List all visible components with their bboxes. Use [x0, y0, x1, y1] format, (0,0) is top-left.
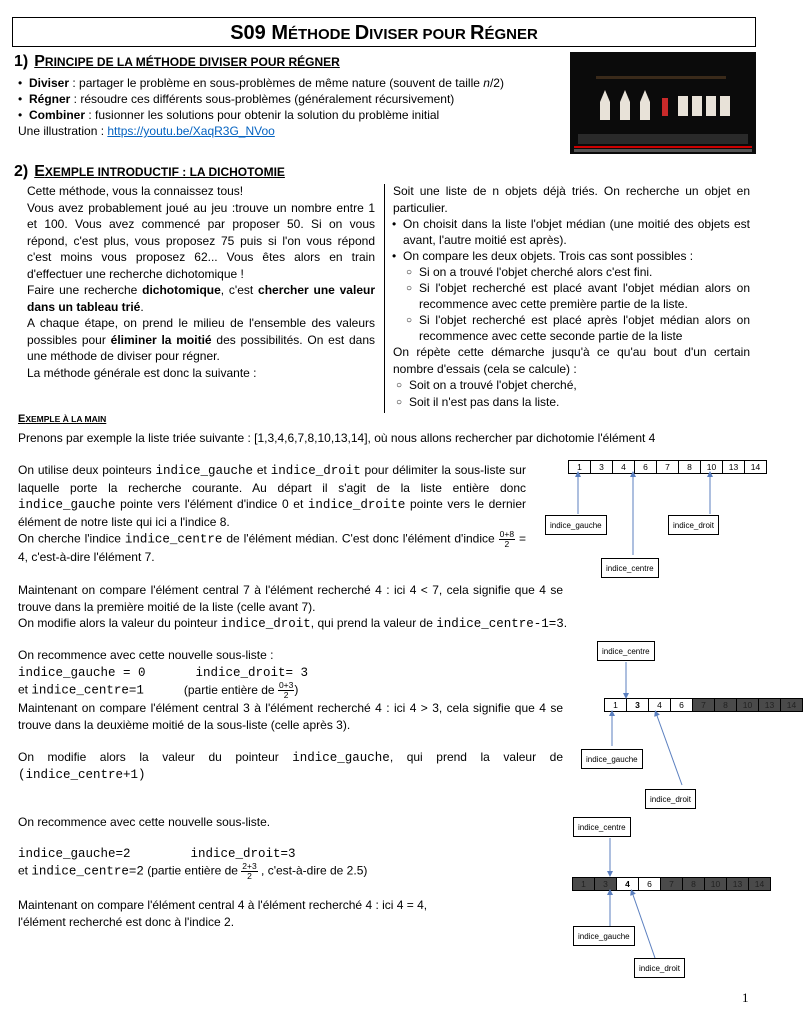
- bullet: [403, 248, 750, 344]
- text-run: dichotomique: [142, 283, 221, 297]
- array-cell: 6: [635, 461, 657, 473]
- step4-text: [18, 814, 563, 930]
- heading-rest: XEMPLE À LA: [25, 414, 85, 424]
- paragraph: [27, 315, 375, 365]
- fraction-denominator: 2: [504, 539, 510, 549]
- paragraph: [18, 862, 563, 881]
- text-run: Faire une recherche: [27, 283, 143, 297]
- section-number: 2): [14, 163, 29, 180]
- section2-heading: [14, 163, 285, 181]
- code-run: indice_droite: [307, 498, 406, 512]
- label-indice-gauche: indice_gauche: [545, 515, 607, 535]
- label-indice-gauche-3: indice_gauche: [573, 926, 635, 946]
- paragraph: Soit une liste de n objets déjà triés. On recherche un objet en particulier.: [393, 184, 750, 215]
- text-run: ): [294, 682, 299, 697]
- text-run: et: [18, 682, 32, 697]
- heading-rest: RINCIPE DE LA MÉTHODE DIVISER POUR RÉGNER: [44, 55, 340, 69]
- array-cell: 4: [649, 699, 671, 711]
- title-part: ÉTHODE: [288, 26, 355, 43]
- array-cell: 1: [569, 461, 591, 473]
- paragraph: Cette méthode, vous la connaissez tous!: [27, 184, 244, 198]
- array-cell: 10: [737, 699, 759, 711]
- array-cell: 8: [679, 461, 701, 473]
- sub-bullet: ○ Si l'objet recherché est placé après l'objet médian alors on recommence avec cette seconde partie de la liste: [403, 312, 750, 344]
- array-cell: 13: [723, 461, 745, 473]
- bullet-diviser: [29, 75, 563, 91]
- text-run: des possibilités. On est dans une méthode de diviser pour régner.: [27, 332, 375, 363]
- code-run: indice_gauche = 0: [18, 665, 146, 680]
- bullet-combiner: [29, 107, 563, 123]
- fraction: [499, 530, 515, 549]
- section2-left-column: [27, 183, 375, 381]
- label-indice-gauche-2: indice_gauche: [581, 749, 643, 769]
- code-line: [18, 664, 563, 682]
- text-run: éliminer la moitié: [110, 332, 212, 347]
- video-link[interactable]: https://youtu.be/XaqR3G_NVoo: [107, 124, 275, 138]
- label-indice-centre: indice_centre: [601, 558, 659, 578]
- code-run: indice_centre=2: [31, 864, 144, 879]
- text-run: On utilise deux pointeurs: [18, 463, 156, 477]
- video-thumbnail-image: [570, 52, 756, 154]
- bullet-term: Combiner: [29, 108, 86, 122]
- bullet-regner: [29, 91, 563, 107]
- arrows-diagram-2: [570, 660, 720, 790]
- code-run: indice_centre: [124, 532, 223, 547]
- bullet-text: On compare les deux objets. Trois cas sont possibles :: [403, 249, 694, 263]
- paragraph: [18, 749, 563, 767]
- code-run: indice_gauche: [18, 498, 116, 512]
- paragraph: Maintenant on compare l'élément central 7 à l'élément recherché 4 : ici 4 < 7, cela signifie que 4 se trouve dans la première moitié de la liste (celle avant 7).: [18, 583, 563, 614]
- code-line: [18, 845, 563, 863]
- sub-bullet: ○ Soit on a trouvé l'objet cherché,: [393, 377, 750, 394]
- code-run: (indice_centre+1): [18, 767, 146, 782]
- paragraph: On répète cette démarche jusqu'à ce qu'au bout d'un certain nombre d'essais (cela se calcule) :: [393, 345, 750, 376]
- array-cell: 7: [661, 878, 683, 890]
- fraction: [241, 862, 257, 881]
- text-run: pointe vers le dernier élément de notre liste qui ici a l'indice 8.: [18, 497, 526, 529]
- array-cell: 10: [705, 878, 727, 890]
- heading-rest: XEMPLE INTRODUCTIF : LA DICHOTOMIE: [44, 165, 285, 179]
- array-cell: 1: [605, 699, 627, 711]
- section2-right-column: [393, 183, 750, 410]
- bullet-text: n: [483, 76, 490, 90]
- title-part: D: [354, 22, 370, 44]
- illustration-line: [18, 123, 563, 139]
- bullet-text: : fusionner les solutions pour obtenir la solution du problème initial: [85, 108, 440, 122]
- title-part: S09 M: [230, 22, 288, 44]
- array-cell: 14: [750, 462, 761, 472]
- array-cell: 6: [671, 699, 693, 711]
- page-title: [12, 17, 756, 47]
- paragraph: l'élément recherché est donc à l'indice 2.: [18, 914, 235, 929]
- heading-cap: E: [34, 163, 45, 180]
- text-run: On cherche l'indice: [18, 531, 125, 546]
- array-cell: 7: [693, 699, 715, 711]
- paragraph: [18, 615, 568, 633]
- title-part: R: [470, 22, 485, 44]
- title-part: ÉGNER: [484, 26, 538, 43]
- bullet-text: : partager le problème en sous-problèmes de même nature (souvent de taille: [69, 76, 484, 90]
- fraction-numerator: 0+3: [278, 680, 294, 690]
- code-run: indice_droit: [270, 464, 361, 478]
- array-cell: 7: [657, 461, 679, 473]
- label-indice-centre-2: indice_centre: [597, 641, 655, 661]
- array-cell: 13: [759, 699, 781, 711]
- text-run: et: [252, 463, 271, 477]
- array-cell: 1: [573, 878, 595, 890]
- array-cell: 14: [749, 878, 770, 890]
- title-part: IVISER POUR: [369, 26, 470, 43]
- array-cell: 8: [683, 878, 705, 890]
- text-run: de l'élément médian. C'est donc l'élément d'indice: [222, 531, 499, 546]
- paragraph: Vous avez probablement joué au jeu :trouve un nombre entre 1 et 100. Vous avez commencé par proposer 50. Si on vous répond, c'est plus, vous proposez 75 puis si l'on vous répond c'est moins vous proposez 62... Vous êtes alors en train d'effectuer une recherche dichotomique !: [27, 200, 375, 281]
- code-run: indice_droit=3: [190, 846, 296, 861]
- code-run: indice_gauche: [292, 751, 390, 765]
- bullet-term: Diviser: [29, 76, 70, 90]
- text-run: (partie entière de: [143, 863, 242, 878]
- heading-cap: P: [34, 53, 45, 70]
- text-run: , qui prend la valeur de: [310, 616, 437, 630]
- text-run: A chaque étape, on prend le milieu de l'ensemble des valeurs possibles pour: [27, 316, 375, 347]
- text-run: , c'est-à-dire de 2.5): [257, 863, 368, 878]
- array-cell: 10: [701, 461, 723, 473]
- fraction: [278, 681, 294, 700]
- paragraph: On recommence avec cette nouvelle sous-liste :: [18, 648, 274, 662]
- paragraph: Maintenant on compare l'élément central 4 à l'élément recherché 4 : ici 4 = 4,: [18, 898, 428, 912]
- code-run: indice_gauche=2: [18, 846, 131, 861]
- bullet-text: On choisit dans la liste l'objet médian (une moitié des objets est avant, l'autre moitié est après).: [403, 217, 750, 247]
- sub-bullet: ○ Soit il n'est pas dans la liste.: [393, 394, 750, 411]
- paragraph: La méthode générale est donc la suivante :: [27, 365, 257, 380]
- label-indice-droit-3: indice_droit: [634, 958, 685, 978]
- sub-bullet: ○ Si l'objet recherché est placé avant l'objet médian alors on recommence avec cette première partie de la liste.: [403, 280, 750, 312]
- array-cell: 3: [627, 699, 649, 711]
- text-run: , c'est: [220, 283, 259, 297]
- page-number: 1: [742, 990, 749, 1005]
- array-cell: 8: [715, 699, 737, 711]
- section-number: 1): [14, 53, 29, 70]
- code-run: indice_droit= 3: [195, 665, 309, 680]
- paragraph: [18, 681, 563, 700]
- paragraph: On recommence avec cette nouvelle sous-liste.: [18, 815, 271, 829]
- section1-heading: [14, 53, 340, 71]
- column-divider: [384, 184, 385, 413]
- paragraph: Maintenant on compare l'élément central 3 à l'élément recherché 4 : ici 4 > 3, cela signifie que 4 se trouve dans la deuxième moitié de la sous-liste (celle après 3).: [18, 701, 563, 732]
- bullet-term: Régner: [29, 92, 71, 106]
- array-cell: 4: [617, 878, 639, 890]
- text-run: pointe vers l'élément d'indice 0 et: [115, 497, 308, 511]
- array-cell: 14: [781, 699, 802, 711]
- code-run: indice_centre-1=3: [436, 617, 564, 631]
- fraction-numerator: 0+8: [499, 529, 515, 539]
- bullet: [403, 216, 750, 248]
- bullet-text: : résoudre ces différents sous-problèmes (généralement récursivement): [70, 92, 455, 106]
- text-run: chercher une valeur dans un tableau trié: [27, 283, 375, 314]
- sub-bullet: ○ Si on a trouvé l'objet cherché alors c'est fini.: [403, 264, 750, 280]
- paragraph: [27, 282, 375, 315]
- bullet-text: /2): [489, 76, 504, 90]
- text-run: (partie entière de: [183, 682, 278, 697]
- label-indice-droit: indice_droit: [668, 515, 719, 535]
- illustration-label: Une illustration :: [18, 124, 108, 138]
- array-cell: 3: [595, 878, 617, 890]
- text-run: = 4, c'est-à-dire l'élément 7.: [18, 531, 527, 564]
- example-heading: [18, 413, 106, 425]
- heading-rest: MAIN: [84, 414, 107, 424]
- step1-text: [18, 462, 526, 566]
- fraction-denominator: 2: [283, 690, 289, 700]
- step2-text: [18, 582, 568, 633]
- text-run: .: [140, 299, 144, 314]
- text-run: pour délimiter la sous-liste sur laquelle porte la recherche courante. Au départ il s'agit de la liste entière donc: [18, 463, 526, 495]
- text-run: .: [563, 616, 568, 630]
- heading-cap: E: [18, 413, 26, 425]
- fraction-denominator: 2: [247, 871, 252, 881]
- array-cell: 4: [613, 461, 635, 473]
- code-run: indice_centre=1: [31, 683, 144, 698]
- text-run: On modifie alors la valeur du pointeur: [18, 750, 293, 764]
- array-cell: 13: [727, 878, 749, 890]
- step3-text: [18, 647, 563, 783]
- text-run: , qui prend la valeur de: [389, 750, 563, 764]
- text-run: On modifie alors la valeur du pointeur: [18, 616, 221, 630]
- array-cell: 6: [639, 878, 661, 890]
- label-indice-droit-2: indice_droit: [645, 789, 696, 809]
- text-run: et: [18, 863, 32, 878]
- fraction-numerator: 2+3: [242, 861, 257, 871]
- example-intro: Prenons par exemple la liste triée suivante : [1,3,4,6,7,8,10,13,14], où nous allons rechercher par dichotomie l'élément 4: [18, 431, 656, 445]
- array-cell: 3: [591, 461, 613, 473]
- code-run: indice_droit: [220, 617, 311, 631]
- label-indice-centre-3: indice_centre: [573, 817, 631, 837]
- video-thumbnail[interactable]: [570, 52, 756, 154]
- section1-body: [18, 75, 563, 139]
- code-run: indice_gauche: [155, 464, 253, 478]
